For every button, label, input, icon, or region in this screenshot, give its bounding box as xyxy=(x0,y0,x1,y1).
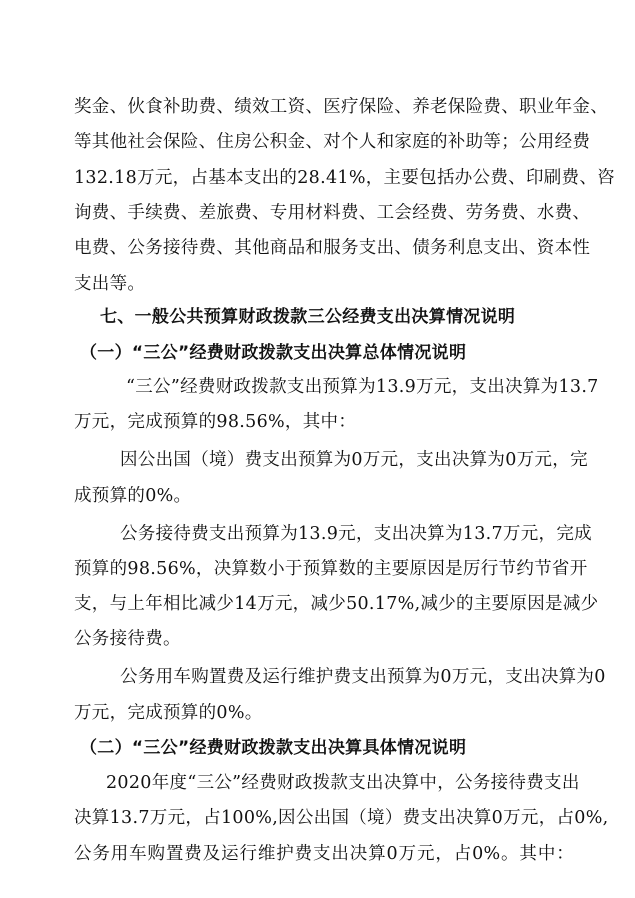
text-line: 奖金、伙食补助费、绩效工资、医疗保险、养老保险费、职业年金、 xyxy=(74,97,608,117)
text-line: 万元，完成预算的98.56%，其中： xyxy=(74,412,357,432)
text-line: 询费、手续费、差旅费、专用材料费、工会经费、劳务费、水费、 xyxy=(74,203,591,223)
subsection-heading: （一）“三公”经费财政拨款支出决算总体情况说明 xyxy=(80,343,467,363)
text-line: “三公”经费财政拨款支出预算为13.9万元，支出决算为13.7 xyxy=(126,377,599,397)
text-line: 等其他社会保险、住房公积金、对个人和家庭的补助等；公用经费 xyxy=(74,132,591,152)
text-line: 支，与上年相比减少14万元，减少50.17%,减少的主要原因是减少 xyxy=(74,594,599,614)
text-line: 预算的98.56%，决算数小于预算数的主要原因是厉行节约节省开 xyxy=(74,559,588,579)
text-line: 公务用车购置费及运行维护费支出决算0万元，占0%。其中： xyxy=(74,844,574,864)
text-line: 电费、公务接待费、其他商品和服务支出、债务利息支出、资本性 xyxy=(74,238,591,258)
text-line: 支出等。 xyxy=(74,274,146,294)
subsection-heading: （二）“三公”经费财政拨款支出决算具体情况说明 xyxy=(80,738,467,758)
text-line: 成预算的0%。 xyxy=(74,486,192,506)
text-line: 132.18万元，占基本支出的28.41%，主要包括办公费、印刷费、咨 xyxy=(74,168,615,188)
text-line: 万元，完成预算的0%。 xyxy=(74,703,263,723)
text-line: 公务用车购置费及运行维护费支出预算为0万元，支出决算为0 xyxy=(120,667,606,687)
text-line: 因公出国（境）费支出预算为0万元，支出决算为0万元，完 xyxy=(120,450,588,470)
text-line: 决算13.7万元，占100%,因公出国（境）费支出决算0万元，占0%, xyxy=(74,808,609,828)
text-line: 公务接待费支出预算为13.9元，支出决算为13.7万元，完成 xyxy=(120,524,592,544)
text-line: 2020年度“三公”经费财政拨款支出决算中，公务接待费支出 xyxy=(106,773,580,793)
text-line: 公务接待费。 xyxy=(74,629,181,649)
section-heading: 七、一般公共预算财政拨款三公经费支出决算情况说明 xyxy=(100,307,516,327)
